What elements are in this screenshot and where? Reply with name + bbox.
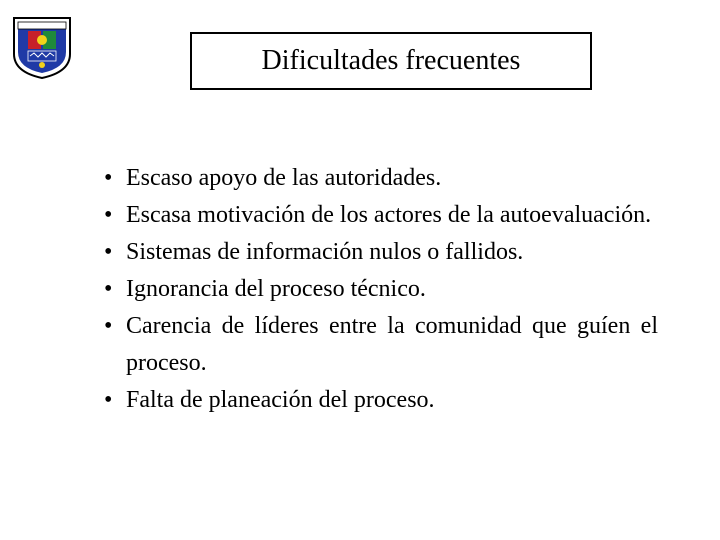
list-item: [104, 271, 658, 308]
list-item-text: Ignorancia del proceso técnico.: [126, 276, 426, 302]
list-item: [104, 308, 658, 382]
bullet-icon: •: [104, 276, 113, 302]
list-item-text: Sistemas de información nulos o fallidos.: [126, 239, 524, 265]
slide-title: Dificultades frecuentes: [261, 45, 521, 76]
list-item-text: Escasa motivación de los actores de la autoevaluación.: [126, 202, 652, 228]
bullet-list: [104, 160, 658, 419]
list-item-text: Escaso apoyo de las autoridades.: [126, 165, 442, 191]
slide-title-box: [190, 32, 592, 90]
bullet-icon: •: [104, 239, 113, 265]
bullet-icon: •: [104, 202, 113, 228]
bullet-icon: •: [104, 165, 113, 191]
list-item-text: Carencia de líderes entre la comunidad que guíen el proceso.: [126, 313, 658, 376]
list-item: [104, 382, 658, 419]
list-item: [104, 197, 658, 234]
shield-crest-icon: [12, 14, 72, 80]
list-item: [104, 160, 658, 197]
bullet-icon: •: [104, 387, 113, 413]
institution-logo: [12, 14, 72, 80]
list-item: [104, 234, 658, 271]
list-item-text: Falta de planeación del proceso.: [126, 387, 435, 413]
bullet-icon: •: [104, 313, 113, 339]
